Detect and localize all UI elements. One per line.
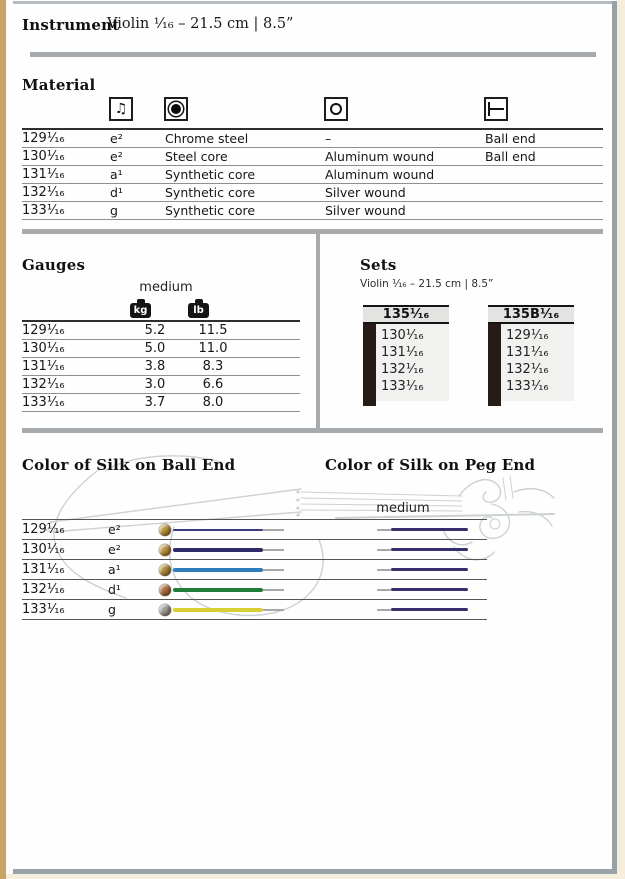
string-note: g bbox=[108, 602, 116, 617]
string-code: 133¹⁄₁₆ bbox=[22, 602, 65, 617]
set-color-bar bbox=[363, 324, 376, 406]
string-note: e² bbox=[108, 522, 121, 537]
gauge-lb: 11.5 bbox=[198, 323, 228, 338]
string-note: e² bbox=[110, 149, 123, 164]
table-row bbox=[22, 520, 487, 540]
string-code: 131¹⁄₁₆ bbox=[22, 359, 65, 374]
section-divider bbox=[30, 52, 596, 57]
set-item: 133¹⁄₁₆ bbox=[381, 379, 424, 394]
set-name: 135¹⁄₁₆ bbox=[363, 305, 449, 324]
table-row bbox=[22, 560, 487, 580]
string-code: 132¹⁄₁₆ bbox=[22, 185, 65, 200]
set-card-135B bbox=[488, 305, 574, 401]
table-row bbox=[22, 376, 300, 394]
set-item: 132¹⁄₁₆ bbox=[506, 362, 549, 377]
gauge-kg: 5.2 bbox=[144, 323, 166, 338]
winding-icon bbox=[324, 97, 348, 121]
set-item: 133¹⁄₁₆ bbox=[506, 379, 549, 394]
set-color-bar bbox=[488, 324, 501, 406]
ball-end-ball bbox=[159, 524, 171, 536]
set-item: 130¹⁄₁₆ bbox=[381, 328, 424, 343]
string-tail bbox=[263, 529, 284, 531]
section-divider bbox=[22, 229, 603, 234]
peg-end-silk bbox=[391, 548, 468, 551]
string-note: a¹ bbox=[108, 562, 121, 577]
set-card-135 bbox=[363, 305, 449, 401]
gauge-kg: 3.8 bbox=[144, 359, 166, 374]
gauge-column-label: medium bbox=[139, 280, 193, 295]
string-end: Ball end bbox=[485, 149, 536, 164]
table-row bbox=[22, 600, 487, 620]
section-divider bbox=[22, 428, 603, 433]
string-note: g bbox=[110, 203, 118, 218]
set-item: 131¹⁄₁₆ bbox=[381, 345, 424, 360]
ball-end-silk bbox=[173, 608, 263, 612]
card-border bbox=[13, 869, 617, 874]
ball-end-silk bbox=[173, 588, 263, 592]
string-winding: Silver wound bbox=[325, 185, 406, 200]
table-row bbox=[22, 394, 300, 412]
gauges-table bbox=[22, 320, 300, 412]
string-code: 132¹⁄₁₆ bbox=[22, 582, 65, 597]
ball-end-ball bbox=[159, 564, 171, 576]
silk-peg-end-title: Color of Silk on Peg End bbox=[325, 456, 536, 474]
gauge-kg: 5.0 bbox=[144, 341, 166, 356]
string-note: e² bbox=[110, 131, 123, 146]
string-tail bbox=[263, 569, 284, 571]
string-core: Synthetic core bbox=[165, 185, 256, 200]
spec-sheet-card bbox=[6, 0, 617, 874]
gauge-lb: 8.3 bbox=[202, 359, 224, 374]
table-row bbox=[22, 130, 603, 148]
string-note: a¹ bbox=[110, 167, 123, 182]
sets-subtitle: Violin ¹⁄₁₆ – 21.5 cm | 8.5” bbox=[360, 278, 494, 290]
string-tail bbox=[263, 589, 284, 591]
card-border bbox=[612, 1, 617, 874]
string-code: 131¹⁄₁₆ bbox=[22, 562, 65, 577]
core-icon bbox=[164, 97, 188, 121]
string-note: e² bbox=[108, 542, 121, 557]
peg-end-silk bbox=[391, 608, 468, 611]
ball-end-silk bbox=[173, 548, 263, 552]
gauge-lb: 8.0 bbox=[202, 395, 224, 410]
string-code: 132¹⁄₁₆ bbox=[22, 377, 65, 392]
string-lead bbox=[377, 569, 391, 571]
string-winding: Aluminum wound bbox=[325, 149, 435, 164]
kg-weight-icon: kg bbox=[130, 303, 151, 318]
string-code: 130¹⁄₁₆ bbox=[22, 149, 65, 164]
string-core: Steel core bbox=[165, 149, 228, 164]
string-code: 130¹⁄₁₆ bbox=[22, 341, 65, 356]
string-winding: – bbox=[325, 131, 332, 146]
string-core: Synthetic core bbox=[165, 203, 256, 218]
string-tail bbox=[263, 609, 284, 611]
set-contents bbox=[488, 324, 574, 401]
string-winding: Silver wound bbox=[325, 203, 406, 218]
sets-title: Sets bbox=[360, 256, 397, 274]
string-lead bbox=[377, 549, 391, 551]
string-code: 131¹⁄₁₆ bbox=[22, 167, 65, 182]
gauge-kg: 3.7 bbox=[144, 395, 166, 410]
string-end: Ball end bbox=[485, 131, 536, 146]
string-code: 130¹⁄₁₆ bbox=[22, 542, 65, 557]
set-item: 131¹⁄₁₆ bbox=[506, 345, 549, 360]
string-lead bbox=[377, 589, 391, 591]
peg-end-silk bbox=[391, 528, 468, 531]
material-table bbox=[22, 128, 603, 220]
string-winding: Aluminum wound bbox=[325, 167, 435, 182]
ball-end-silk bbox=[173, 568, 263, 572]
string-note: d¹ bbox=[108, 582, 121, 597]
string-code: 129¹⁄₁₆ bbox=[22, 323, 65, 338]
ball-end-ball bbox=[159, 604, 171, 616]
set-item: 129¹⁄₁₆ bbox=[506, 328, 549, 343]
string-code: 133¹⁄₁₆ bbox=[22, 203, 65, 218]
table-row bbox=[22, 322, 300, 340]
string-lead bbox=[377, 609, 391, 611]
ball-end-ball bbox=[159, 544, 171, 556]
string-code: 133¹⁄₁₆ bbox=[22, 395, 65, 410]
string-end-icon bbox=[484, 97, 508, 121]
table-row bbox=[22, 166, 603, 184]
silk-ball-end-title: Color of Silk on Ball End bbox=[22, 456, 236, 474]
ball-end-silk bbox=[173, 529, 263, 531]
peg-end-silk bbox=[391, 568, 468, 571]
table-row bbox=[22, 202, 603, 220]
column-divider bbox=[316, 234, 320, 428]
table-row bbox=[22, 148, 603, 166]
string-core: Synthetic core bbox=[165, 167, 256, 182]
gauge-lb: 6.6 bbox=[202, 377, 224, 392]
gauges-title: Gauges bbox=[22, 256, 86, 274]
ball-end-ball bbox=[159, 584, 171, 596]
set-item: 132¹⁄₁₆ bbox=[381, 362, 424, 377]
string-note: d¹ bbox=[110, 185, 123, 200]
string-tail bbox=[263, 549, 284, 551]
string-code: 129¹⁄₁₆ bbox=[22, 522, 65, 537]
string-lead bbox=[377, 529, 391, 531]
silk-color-table bbox=[22, 519, 487, 620]
gauge-lb: 11.0 bbox=[198, 341, 228, 356]
instrument-value: Violin ¹⁄₁₆ – 21.5 cm | 8.5” bbox=[107, 16, 294, 32]
table-row bbox=[22, 184, 603, 202]
silk-column-label: medium bbox=[376, 501, 430, 516]
set-name: 135B¹⁄₁₆ bbox=[488, 305, 574, 324]
note-icon: ♫ bbox=[109, 97, 133, 121]
string-code: 129¹⁄₁₆ bbox=[22, 131, 65, 146]
table-row bbox=[22, 540, 487, 560]
card-border bbox=[13, 1, 617, 4]
gauge-kg: 3.0 bbox=[144, 377, 166, 392]
string-core: Chrome steel bbox=[165, 131, 249, 146]
table-row bbox=[22, 358, 300, 376]
set-contents bbox=[363, 324, 449, 401]
table-row bbox=[22, 580, 487, 600]
table-row bbox=[22, 340, 300, 358]
instrument-label: Instrument bbox=[22, 16, 120, 34]
peg-end-silk bbox=[391, 588, 468, 591]
material-title: Material bbox=[22, 76, 96, 94]
lb-weight-icon: lb bbox=[188, 303, 209, 318]
